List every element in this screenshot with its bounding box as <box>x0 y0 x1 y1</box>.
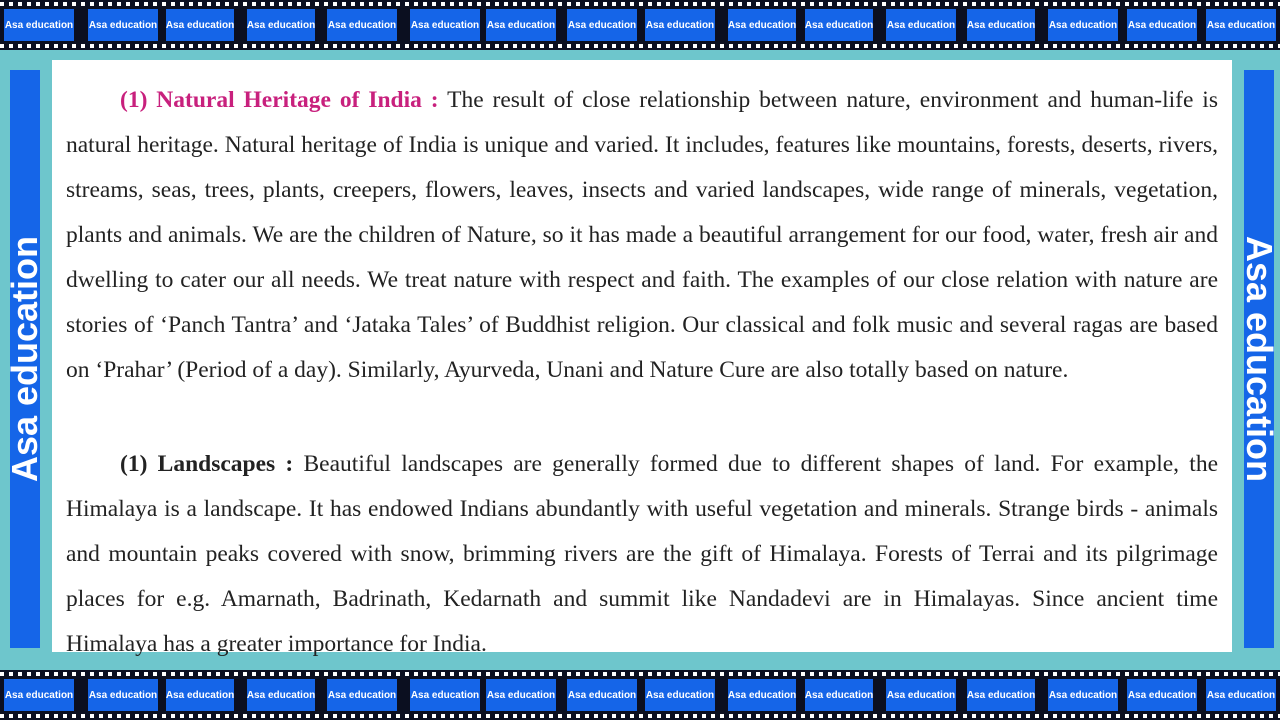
film-frame-label: Asa education <box>4 679 74 711</box>
top-film-strip <box>0 0 1280 50</box>
film-frames <box>0 679 1280 711</box>
film-frame-label: Asa education <box>645 9 715 41</box>
film-frame-label: Asa education <box>886 679 956 711</box>
film-frame-label: Asa education <box>728 679 796 711</box>
film-frame-label: Asa education <box>728 9 796 41</box>
film-perforations <box>0 2 1280 6</box>
paragraph-natural-heritage <box>66 78 1218 393</box>
film-frame-label: Asa education <box>88 9 158 41</box>
section-heading: (1) Natural Heritage of India : <box>120 86 439 113</box>
film-frame-label: Asa education <box>1206 679 1276 711</box>
film-frame-label: Asa education <box>327 679 397 711</box>
text-panel <box>52 60 1232 657</box>
section-heading: (1) Landscapes : <box>120 450 294 477</box>
film-frame-label: Asa education <box>645 679 715 711</box>
film-frame-label: Asa education <box>166 9 234 41</box>
right-watermark-label: Asa education <box>1239 235 1280 483</box>
film-frame-label: Asa education <box>410 679 480 711</box>
film-frame-label: Asa education <box>166 679 234 711</box>
film-frame-label: Asa education <box>1127 9 1197 41</box>
film-perforations <box>0 44 1280 48</box>
paragraph-landscapes <box>66 442 1218 667</box>
film-frame-label: Asa education <box>967 9 1035 41</box>
bottom-film-strip <box>0 670 1280 720</box>
film-perforations <box>0 672 1280 676</box>
film-frame-label: Asa education <box>247 9 315 41</box>
film-frame-label: Asa education <box>247 679 315 711</box>
film-frame-label: Asa education <box>486 679 556 711</box>
right-side-banner <box>1239 70 1280 648</box>
film-frame-label: Asa education <box>805 9 873 41</box>
film-frame-label: Asa education <box>1206 9 1276 41</box>
film-frame-label: Asa education <box>967 679 1035 711</box>
paragraph-body: Beautiful landscapes are generally formed due to different shapes of land. For example, the Himalaya is a landscape. It has endowed Indians abundantly with useful vegetation and minerals. Strange birds - animals and mountain peaks covered with snow, brimming rivers are the gift of Himalaya. Forests of Terrai and its pilgrimage places for e.g. Amarnath, Badrinath, Kedarnath and summit like Nandadevi are in Himalayas. Since ancient time Himalaya has a greater importance for India. <box>66 450 1218 657</box>
film-frame-label: Asa education <box>4 9 74 41</box>
film-frame-label: Asa education <box>567 9 637 41</box>
film-frame-label: Asa education <box>486 9 556 41</box>
film-frame-label: Asa education <box>567 679 637 711</box>
film-frame-label: Asa education <box>886 9 956 41</box>
film-frames <box>0 9 1280 41</box>
film-frame-label: Asa education <box>1048 679 1118 711</box>
film-frame-label: Asa education <box>327 9 397 41</box>
left-watermark-label: Asa education <box>4 235 45 483</box>
film-frame-label: Asa education <box>410 9 480 41</box>
paragraph-body: The result of close relationship between nature, environment and human-life is natural heritage. Natural heritage of India is unique and varied. It includes, features like mountains, forests, deserts, rivers, streams, seas, trees, plants, creepers, flowers, leaves, insects and varied landscapes, wide range of minerals, vegetation, plants and animals. We are the children of Nature, so it has made a beautiful arrangement for our food, water, fresh air and dwelling to cater our all needs. We treat nature with respect and faith. The examples of our close relation with nature are stories of ‘Panch Tantra’ and ‘Jataka Tales’ of Buddhist religion. Our classical and folk music and several ragas are based on ‘Prahar’ (Period of a day). Similarly, Ayurveda, Unani and Nature Cure are also totally based on nature. <box>66 86 1218 383</box>
film-frame-label: Asa education <box>88 679 158 711</box>
film-frame-label: Asa education <box>1048 9 1118 41</box>
film-frame-label: Asa education <box>805 679 873 711</box>
film-frame-label: Asa education <box>1127 679 1197 711</box>
left-side-banner <box>4 70 45 648</box>
film-perforations <box>0 714 1280 718</box>
